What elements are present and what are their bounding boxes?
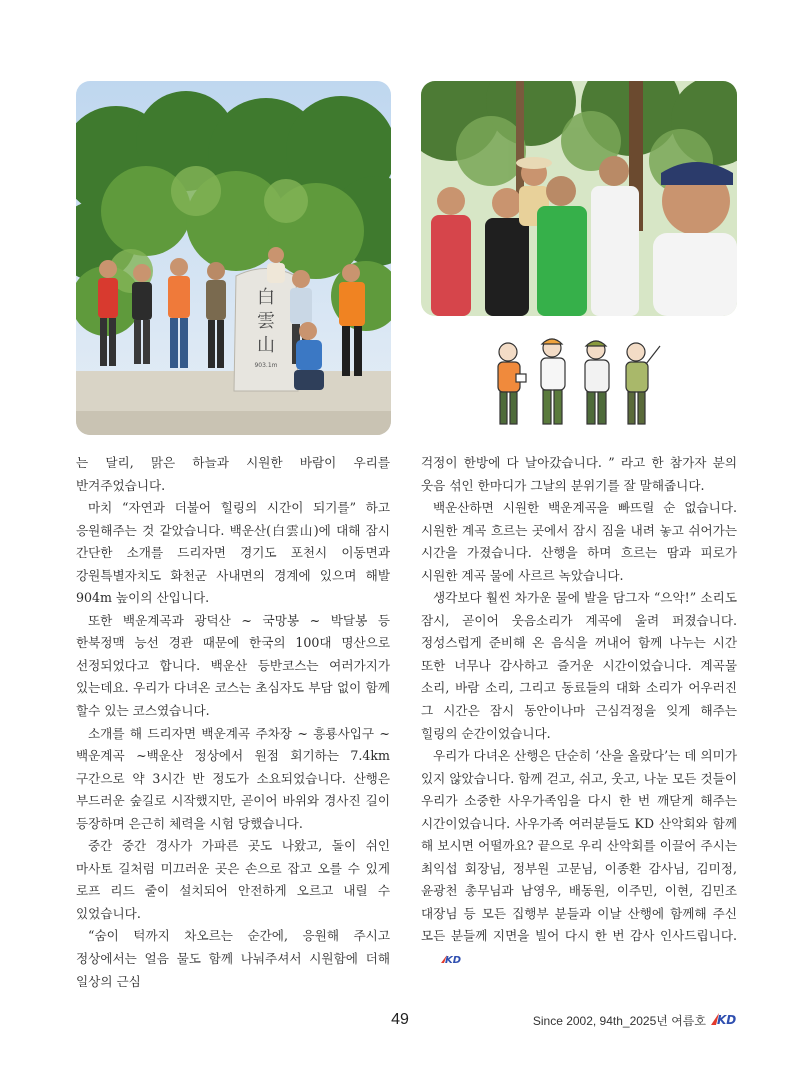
selfie-group-photo: [421, 81, 737, 316]
paragraph: 중간 중간 경사가 가파른 곳도 나왔고, 돌이 쉬인 마사토 길처럼 미끄러운 곳은 손으로 잡고 오를 수 있게 로프 리드 줄이 설치되어 안전하게 오르고 내릴 수 있었습니다.: [76, 838, 390, 921]
paragraph: [421, 745, 737, 972]
kd-logo-icon: [710, 1012, 736, 1029]
paragraph: 또한 백운계곡과 광덕산 ~ 국망봉 ~ 박달봉 등 한북정맥 능선 경관 때문에 한국의 100대 명산으로 선정되었다고 합니다. 백운산 등반코스는 여러가지가 있는데요. 우리가 다녀온 코스는 초심자도 부담 없이 함께 할수 있는 코스였습니다.: [76, 612, 390, 719]
kd-logo-icon: [427, 950, 461, 973]
page-number: 49: [391, 1011, 409, 1028]
paragraph: 소개를 해 드리자면 백운계곡 주차장 ~ 흥룡사입구 ~ 백운계곡 ~백운산 정상에서 원점 회기하는 7.4km 구간으로 약 3시간 반 정도가 소요되었습니다. 산행은 부드러운 숲길로 시작했지만, 곧이어 바위와 경사진 길이 등장하며 은근히 체력을 시험 당했습니다.: [76, 725, 390, 831]
article-column-left: [76, 452, 390, 993]
paragraph: 걱정이 한방에 다 날아갔습니다. ” 라고 한 참가자 분의 웃음 섞인 한마디가 그날의 분위기를 잘 말해줍니다.: [421, 455, 737, 493]
paragraph: 백운산하면 시원한 백운계곡을 빠뜨릴 순 없습니다. 시원한 계곡 흐르는 곳에서 잠시 짐을 내려 놓고 쉬어가는 시간을 가졌습니다. 산행을 하며 흐르는 땀과 피로가 시원한 계곡 물에 사르르 녹았습니다.: [421, 500, 737, 583]
svg-text:KD: KD: [445, 955, 461, 966]
closing-paragraph-text: 우리가 다녀온 산행은 단순히 ‘산을 올랐다’는 데 의미가 있지 않았습니다. 함께 걷고, 쉬고, 웃고, 나눈 모든 것들이 우리가 소중한 사우가족임을 다시 한 번 깨닫게 해주는 시간이었습니다. 사우가족 여러분들도 KD 산악회와 함께 해 보시면 어떨까요? 끝으로 우리 산악회를 이끌어 주시는 최익섭 회장님, 정부원 고문님, 이종환 감사님, 김미정, 윤광천 총무님과 남영우, 배동원, 이주민, 이현, 김민조 대장님 등 모든 집행부 분들과 이날 산행에 함께해 주신 모든 분들께 지면을 빌어 다시 한 번 감사 인사드립니다.: [421, 748, 737, 944]
marker-elevation: 903.1m: [254, 362, 278, 369]
issue-text: Since 2002, 94th_2025년 여름호: [532, 1014, 706, 1028]
marker-char-2: 雲: [257, 311, 275, 332]
summit-group-photo: [76, 81, 391, 435]
marker-char-3: 山: [257, 335, 275, 356]
paragraph: 생각보다 훨씬 차가운 물에 발을 담그자 “으악!” 소리도 잠시, 곧이어 웃음소리가 계곡에 울려 퍼졌습니다. 정성스럽게 준비해 온 음식을 꺼내어 함께 나누는 시간 또한 너무나 감사하고 즐거운 시간이었습니다. 계곡물 소리, 바람 소리, 그리고 동료들의 대화 소리가 어우러진 그 시간은 잠시 동안이나마 근심걱정을 잊게 해주는 힐링의 순간이었습니다.: [421, 590, 737, 741]
paragraph: 는 달리, 맑은 하늘과 시원한 바람이 우리를 반겨주었습니다.: [76, 455, 390, 493]
paragraph: “숨이 턱까지 차오르는 순간에, 응원해 주시고 정상에서는 얼음 물도 함께 나눠주셔서 시원함에 더해 일상의 근심: [76, 928, 390, 989]
marker-char-1: 白: [257, 287, 275, 308]
article-column-right: [421, 452, 737, 973]
issue-label: [533, 1012, 736, 1029]
svg-text:KD: KD: [717, 1013, 736, 1026]
paragraph: 마치 “자연과 더불어 힐링의 시간이 되기를” 하고 응원해주는 것 같았습니다. 백운산(白雲山)에 대해 잠시 간단한 소개를 드리자면 경기도 포천시 이동면과 강원특별자치도 화천군 사내면의 경계에 있으며 해발 904m 높이의 산입니다.: [76, 500, 390, 606]
cartoon-hikers-illustration: [486, 334, 672, 434]
